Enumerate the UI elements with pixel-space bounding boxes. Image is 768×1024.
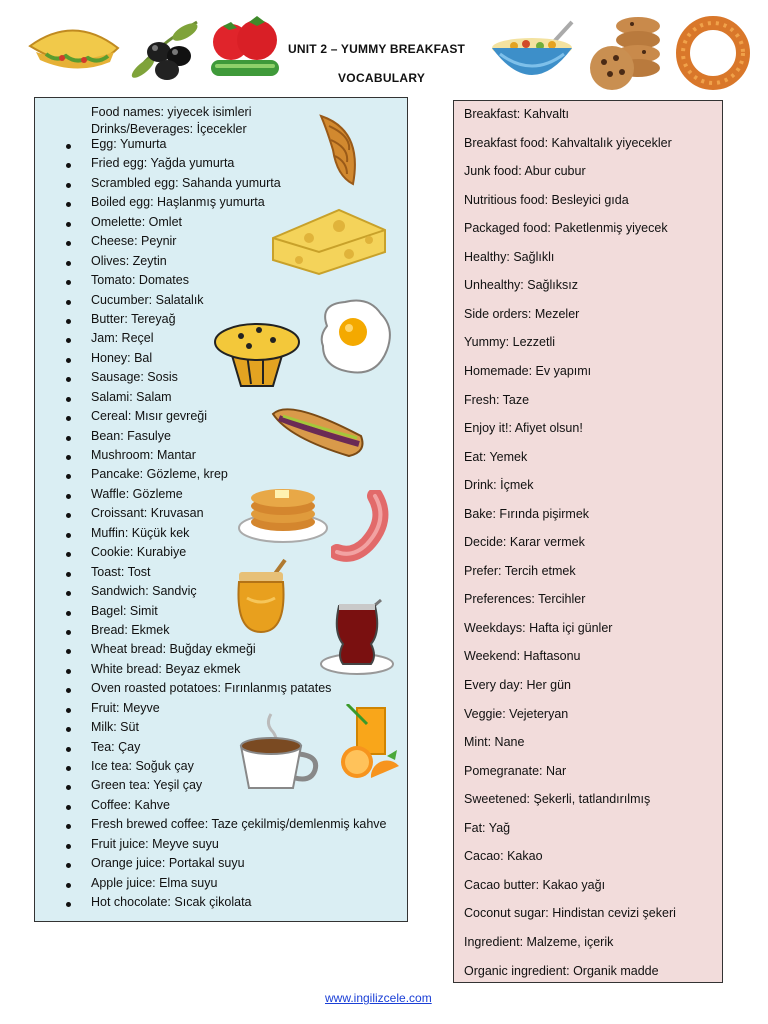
vocab-row: Cacao: Kakao — [464, 849, 543, 864]
list-item — [35, 467, 387, 486]
list-item-label: Hot chocolate: Sıcak çikolata — [91, 895, 252, 910]
vocab-row: Fresh: Taze — [464, 392, 530, 407]
vocab-row: Enjoy it!: Afiyet olsun! — [464, 421, 583, 436]
cheese-icon — [269, 190, 389, 278]
bullet-icon — [66, 552, 71, 557]
vocab-row: Ingredient: Malzeme, içerik — [464, 934, 614, 949]
list-item-label: Muffin: Küçük kek — [91, 525, 190, 540]
list-item — [35, 798, 387, 817]
vocab-row: Pomegranate: Nar — [464, 763, 567, 778]
bullet-icon — [66, 708, 71, 713]
bullet-icon — [66, 319, 71, 324]
list-item-label: Cookie: Kurabiye — [91, 545, 187, 560]
list-item-label: Salami: Salam — [91, 389, 172, 404]
website-link[interactable]: www.ingilizcele.com — [325, 991, 432, 1005]
vocab-row: Decide: Karar vermek — [464, 535, 585, 550]
list-item-label: Fruit juice: Meyve suyu — [91, 836, 219, 851]
bullet-icon — [66, 397, 71, 402]
bullet-icon — [66, 649, 71, 654]
list-item-label: Oven roasted potatoes: Fırınlanmış patates — [91, 681, 332, 696]
bullet-icon — [66, 805, 71, 810]
vocab-row: Bake: Fırında pişirmek — [464, 506, 590, 521]
list-item-label: Fried egg: Yağda yumurta — [91, 156, 235, 171]
list-item-label: Scrambled egg: Sahanda yumurta — [91, 175, 281, 190]
list-item-label: Wheat bread: Buğday ekmeği — [91, 642, 256, 657]
list-item — [35, 720, 387, 739]
cereal-bowl-icon — [490, 18, 576, 82]
bullet-icon — [66, 844, 71, 849]
bullet-icon — [66, 202, 71, 207]
list-item-label: Apple juice: Elma suyu — [91, 875, 218, 890]
list-item — [35, 856, 387, 875]
bagel-icon — [676, 16, 750, 90]
intro-drinks: Drinks/Beverages: İçecekler — [91, 122, 247, 136]
bullet-icon — [66, 533, 71, 538]
vocab-row: Breakfast food: Kahvaltalık yiyecekler — [464, 135, 672, 150]
bullet-icon — [66, 474, 71, 479]
bullet-icon — [66, 513, 71, 518]
vocab-row: Weekend: Haftasonu — [464, 649, 581, 664]
vocab-row: Coconut sugar: Hindistan cevizi şekeri — [464, 906, 676, 921]
vocab-row: Weekdays: Hafta içi günler — [464, 620, 613, 635]
orange-juice-icon — [341, 704, 401, 784]
bullet-icon — [66, 766, 71, 771]
bullet-icon — [66, 630, 71, 635]
list-item — [35, 817, 387, 836]
vocab-row: Prefer: Tercih etmek — [464, 563, 576, 578]
list-item-label: Bean: Fasulye — [91, 428, 171, 443]
list-item-label: Sandwich: Sandviç — [91, 584, 197, 599]
bullet-icon — [66, 358, 71, 363]
vocab-row: Yummy: Lezzetli — [464, 335, 556, 350]
list-item-label: Pancake: Gözleme, krep — [91, 467, 228, 482]
coffee-cup-icon — [235, 710, 321, 794]
list-item — [35, 701, 387, 720]
list-item-label: Waffle: Gözleme — [91, 486, 183, 501]
list-item-label: Tea: Çay — [91, 739, 141, 754]
list-item-label: Cheese: Peynir — [91, 234, 177, 249]
bullet-icon — [66, 222, 71, 227]
vocab-row: Homemade: Ev yapımı — [464, 363, 592, 378]
vocab-row: Nutritious food: Besleyici gıda — [464, 192, 629, 207]
list-item-label: Bagel: Simit — [91, 603, 158, 618]
vocab-row: Eat: Yemek — [464, 449, 528, 464]
list-item-label: Cereal: Mısır gevreği — [91, 409, 208, 424]
honey-icon — [233, 558, 293, 636]
vocab-row: Organic ingredient: Organik madde — [464, 963, 659, 978]
pancakes-icon — [237, 480, 329, 544]
list-item-label: Jam: Reçel — [91, 331, 154, 346]
bullet-icon — [66, 727, 71, 732]
vocab-row: Packaged food: Paketlenmiş yiyecek — [464, 221, 668, 236]
fried-egg-icon — [315, 296, 395, 378]
list-item-label: Ice tea: Soğuk çay — [91, 759, 194, 773]
list-item-label: Orange juice: Portakal suyu — [91, 856, 245, 871]
list-item — [35, 565, 387, 584]
list-item — [35, 681, 387, 700]
bullet-icon — [66, 688, 71, 693]
list-item — [35, 740, 387, 759]
vocab-row: Fat: Yağ — [464, 820, 511, 835]
list-item-label: White bread: Beyaz ekmek — [91, 661, 241, 676]
list-item — [35, 876, 387, 895]
list-item-label: Fruit: Meyve — [91, 700, 160, 715]
omelette-icon — [26, 18, 122, 80]
vocab-row: Junk food: Abur cubur — [464, 164, 586, 179]
list-item-label: Milk: Süt — [91, 720, 139, 735]
page-header — [0, 0, 768, 95]
vocab-row: Side orders: Mezeler — [464, 306, 580, 321]
list-item-label: Mushroom: Mantar — [91, 448, 196, 462]
vocab-row: Sweetened: Şekerli, tatlandırılmış — [464, 792, 651, 807]
bullet-icon — [66, 591, 71, 596]
page-subtitle: VOCABULARY — [338, 71, 426, 85]
bullet-icon — [66, 669, 71, 674]
vocab-row: Healthy: Sağlıklı — [464, 249, 555, 264]
sandwich-icon — [269, 394, 369, 464]
vocab-row: Preferences: Tercihler — [464, 592, 586, 607]
tomato-cucumber-icon — [207, 14, 283, 80]
food-vocabulary-panel — [34, 97, 408, 922]
bullet-icon — [66, 300, 71, 305]
cookies-icon — [588, 12, 668, 92]
muffin-icon — [211, 312, 301, 388]
bullet-icon — [66, 785, 71, 790]
bullet-icon — [66, 436, 71, 441]
vocab-row: Every day: Her gün — [464, 678, 571, 692]
tea-glass-icon — [319, 598, 395, 678]
list-item — [35, 778, 387, 797]
list-item-label: Toast: Tost — [91, 564, 151, 579]
list-item-label: Fresh brewed coffee: Taze çekilmiş/demlenmiş kahve — [91, 817, 387, 832]
bullet-icon — [66, 863, 71, 868]
list-item-label: Tomato: Domates — [91, 273, 189, 288]
vocab-row: Drink: İçmek — [464, 478, 534, 493]
bullet-icon — [66, 163, 71, 168]
list-item-label: Cucumber: Salatalık — [91, 292, 204, 307]
croissant-icon — [307, 110, 367, 190]
list-item-label: Sausage: Sosis — [91, 370, 178, 385]
list-item — [35, 837, 387, 856]
bullet-icon — [66, 902, 71, 907]
list-item-label: Butter: Tereyağ — [91, 311, 176, 326]
list-item-label: Green tea: Yeşil çay — [91, 778, 203, 793]
bullet-icon — [66, 183, 71, 188]
list-item-label: Omelette: Omlet — [91, 214, 182, 229]
bullet-icon — [66, 611, 71, 616]
bullet-icon — [66, 572, 71, 577]
bullet-icon — [66, 747, 71, 752]
page-title: UNIT 2 – YUMMY BREAKFAST — [288, 42, 466, 56]
bullet-icon — [66, 494, 71, 499]
bullet-icon — [66, 824, 71, 829]
bullet-icon — [66, 338, 71, 343]
list-item-label: Coffee: Kahve — [91, 797, 170, 812]
bullet-icon — [66, 241, 71, 246]
list-item-label: Honey: Bal — [91, 350, 153, 365]
olives-icon — [125, 16, 205, 82]
bullet-icon — [66, 455, 71, 460]
sausage-icon — [331, 490, 391, 564]
bullet-icon — [66, 144, 71, 149]
list-item-label: Boiled egg: Haşlanmış yumurta — [91, 195, 265, 210]
bullet-icon — [66, 416, 71, 421]
bullet-icon — [66, 280, 71, 285]
list-item — [35, 895, 387, 914]
vocab-row: Mint: Nane — [464, 735, 525, 750]
list-item-label: Olives: Zeytin — [91, 253, 167, 268]
list-item-label: Egg: Yumurta — [91, 137, 167, 151]
intro-food-names: Food names: yiyecek isimleri — [91, 105, 252, 119]
vocab-row: Breakfast: Kahvaltı — [464, 107, 569, 121]
bullet-icon — [66, 261, 71, 266]
list-item — [35, 759, 387, 778]
bullet-icon — [66, 883, 71, 888]
bullet-icon — [66, 377, 71, 382]
vocab-row: Cacao butter: Kakao yağı — [464, 877, 606, 892]
list-item-label: Bread: Ekmek — [91, 622, 170, 637]
vocab-row: Unhealthy: Sağlıksız — [464, 278, 578, 293]
general-vocabulary-panel — [453, 100, 723, 983]
list-item-label: Croissant: Kruvasan — [91, 506, 204, 521]
vocab-row: Veggie: Vejeteryan — [464, 706, 569, 721]
